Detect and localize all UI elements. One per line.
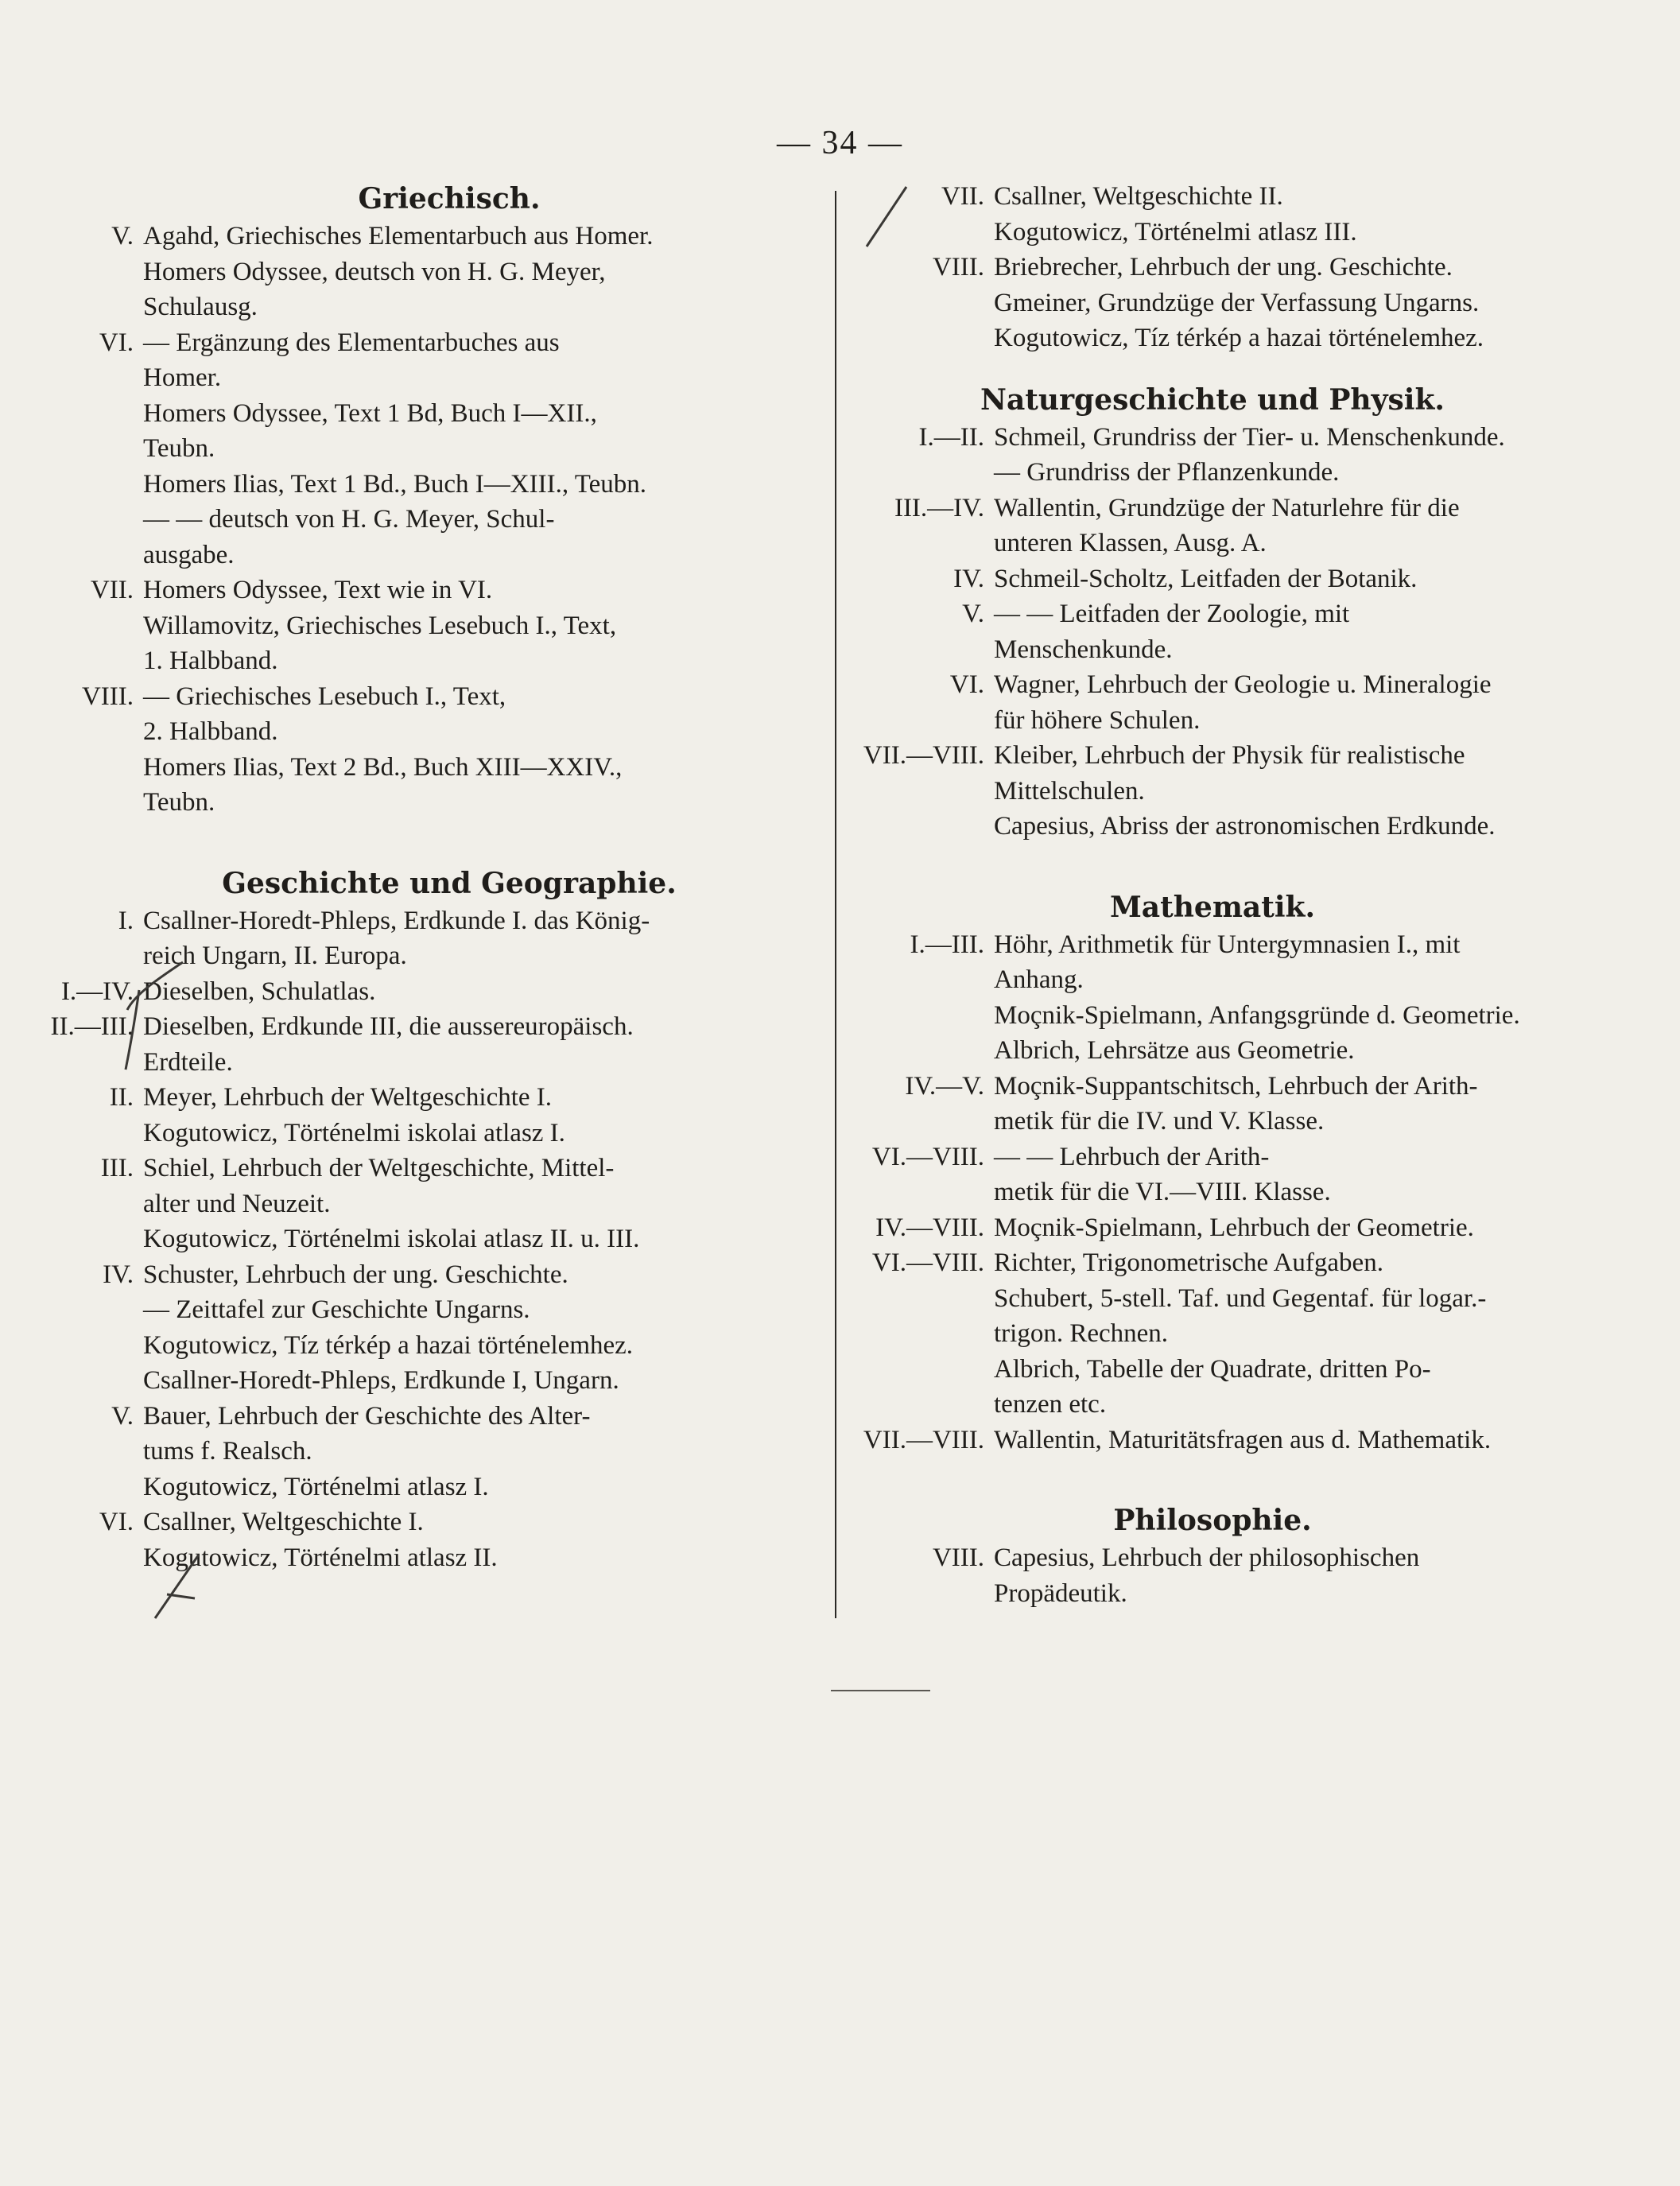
class-label: VII. <box>941 182 984 211</box>
class-entry <box>103 1257 819 1399</box>
class-entry <box>81 679 819 821</box>
item-line: Wagner, Lehrbuch der Geologie u. Mineralogie <box>994 670 1492 699</box>
book-item <box>994 596 1574 667</box>
book-item <box>143 1221 819 1257</box>
item-line: Homer. <box>143 363 222 392</box>
book-item <box>994 667 1574 738</box>
book-item <box>994 285 1574 321</box>
book-item <box>143 974 819 1010</box>
class-label: VII.—VIII. <box>863 1425 984 1454</box>
item-line: alter und Neuzeit. <box>143 1189 331 1218</box>
item-line: Kogutowicz, Tíz térkép a hazai történelemhez. <box>143 1330 634 1360</box>
item-line: Wallentin, Grundzüge der Naturlehre für die <box>994 493 1460 522</box>
item-line: Homers Odyssee, Text 1 Bd, Buch I—XII., <box>143 398 597 428</box>
item-line: — Griechisches Lesebuch I., Text, <box>143 681 506 711</box>
book-item <box>143 903 819 974</box>
item-line: Csallner, Weltgeschichte I. <box>143 1508 424 1536</box>
section-heading: Naturgeschichte und Physik. <box>980 382 1445 417</box>
item-line: Schiel, Lehrbuch der Weltgeschichte, Mittel- <box>143 1154 615 1182</box>
class-label: VI. <box>949 670 984 699</box>
item-line: Kleiber, Lehrbuch der Physik für realistische <box>994 741 1465 770</box>
item-line: Teubn. <box>143 434 215 463</box>
class-label: IV. <box>103 1260 134 1289</box>
class-label: VIII. <box>932 1543 984 1572</box>
book-item <box>994 1423 1574 1458</box>
class-entry <box>111 1399 819 1505</box>
book-item <box>994 561 1574 597</box>
item-line: — — Leitfaden der Zoologie, mit <box>994 600 1350 628</box>
item-line: Kogutowicz, Történelmi iskolai atlasz I. <box>143 1118 565 1147</box>
item-line: — Ergänzung des Elementarbuches aus <box>143 328 560 357</box>
item-line: Homers Odyssee, deutsch von H. G. Meyer, <box>143 257 606 286</box>
item-line: 2. Halbband. <box>143 717 278 746</box>
item-line: — — Lehrbuch der Arith- <box>994 1142 1270 1171</box>
item-line: Agahd, Griechisches Elementarbuch aus Homer. <box>143 222 654 250</box>
book-item <box>143 1151 819 1221</box>
class-label: I.—IV. <box>60 977 134 1006</box>
item-line: Kogutowicz, Történelmi iskolai atlasz II. u. III. <box>143 1225 640 1253</box>
item-line: tums f. Realsch. <box>143 1437 312 1466</box>
class-entry <box>851 1069 1574 1140</box>
item-line: Wallentin, Maturitätsfragen aus d. Mathematik. <box>994 1425 1492 1454</box>
class-entry <box>60 974 819 1010</box>
item-line: ausgabe. <box>143 540 235 569</box>
class-label: II.—III. <box>50 1012 134 1041</box>
item-line: tenzen etc. <box>994 1390 1107 1419</box>
column-divider <box>835 191 836 1618</box>
item-line: Bauer, Lehrbuch der Geschichte des Alter- <box>143 1401 591 1431</box>
class-label: VIII. <box>932 253 984 282</box>
item-line: Schubert, 5-stell. Taf. und Gegentaf. für logar.- <box>994 1283 1487 1313</box>
book-item <box>143 1116 819 1151</box>
book-item <box>143 1328 819 1364</box>
item-line: metik für die VI.—VIII. Klasse. <box>994 1178 1331 1206</box>
class-entry <box>851 1210 1574 1246</box>
item-line: Schuster, Lehrbuch der ung. Geschichte. <box>143 1260 568 1289</box>
item-line: Propädeutik. <box>994 1578 1127 1608</box>
class-entry <box>851 596 1574 667</box>
section-heading: Griechisch. <box>358 182 541 215</box>
item-line: Mittelschulen. <box>994 776 1145 806</box>
item-line: reich Ungarn, II. Europa. <box>143 942 407 970</box>
book-item <box>143 1363 819 1399</box>
class-label: V. <box>111 1401 134 1431</box>
class-label: VI.—VIII. <box>871 1142 984 1171</box>
class-entry <box>99 325 819 573</box>
book-item <box>143 573 819 608</box>
class-label: VI.—VIII. <box>871 1248 984 1277</box>
book-item <box>994 1033 1574 1069</box>
book-item <box>994 1281 1574 1352</box>
section-heading: Philosophie. <box>1113 1504 1312 1537</box>
class-label: V. <box>962 600 984 628</box>
book-item <box>143 1540 819 1576</box>
pencil-tick <box>143 1551 207 1622</box>
class-label: II. <box>109 1083 134 1112</box>
class-label: VI. <box>99 1508 134 1536</box>
section-heading: Mathematik. <box>1109 890 1316 924</box>
book-item <box>143 467 819 503</box>
item-line: für höhere Schulen. <box>994 705 1201 735</box>
book-item <box>143 1505 819 1540</box>
book-item <box>143 1080 819 1116</box>
item-line: Csallner, Weltgeschichte II. <box>994 182 1283 211</box>
class-entry <box>109 1080 819 1151</box>
class-entry <box>111 219 819 325</box>
item-line: metik für die IV. und V. Klasse. <box>994 1107 1325 1136</box>
item-line: Schmeil, Grundriss der Tier- u. Menschenkunde. <box>994 422 1505 452</box>
class-label: VII.—VIII. <box>863 741 984 770</box>
book-item <box>143 1257 819 1293</box>
book-item <box>143 750 819 821</box>
item-line: — — deutsch von H. G. Meyer, Schul- <box>143 505 555 534</box>
class-label: VIII. <box>81 681 134 711</box>
item-line: Albrich, Lehrsätze aus Geometrie. <box>994 1036 1355 1065</box>
class-label: I.—II. <box>918 422 984 452</box>
item-line: Erdteile. <box>143 1047 233 1077</box>
book-item <box>143 502 819 573</box>
class-entry <box>851 738 1574 845</box>
class-label: I. <box>118 906 134 935</box>
item-line: trigon. Rechnen. <box>994 1319 1169 1348</box>
book-item <box>143 608 819 679</box>
item-line: Homers Odyssee, Text wie in VI. <box>143 576 493 604</box>
item-line: Briebrecher, Lehrbuch der ung. Geschichte. <box>994 253 1453 282</box>
item-line: Dieselben, Schulatlas. <box>143 977 376 1006</box>
class-entry <box>851 1140 1574 1210</box>
class-entry <box>851 250 1574 356</box>
book-item <box>994 809 1574 845</box>
book-item <box>143 1292 819 1328</box>
book-item <box>143 325 819 396</box>
book-item <box>143 1470 819 1505</box>
book-item <box>143 1399 819 1470</box>
class-entry <box>851 179 1574 250</box>
item-line: Moçnik-Suppantschitsch, Lehrbuch der Arith- <box>994 1071 1478 1101</box>
item-line: Homers Ilias, Text 1 Bd., Buch I—XIII., Teubn. <box>143 469 646 499</box>
item-line: Anhang. <box>994 965 1084 994</box>
item-line: Höhr, Arithmetik für Untergymnasien I., mit <box>994 930 1461 959</box>
book-item <box>994 250 1574 285</box>
book-item <box>994 215 1574 250</box>
book-item <box>143 679 819 750</box>
book-item <box>994 1352 1574 1423</box>
item-line: Schulausg. <box>143 293 258 321</box>
item-line: Kogutowicz, Történelmi atlasz III. <box>994 217 1357 247</box>
class-entry <box>100 1151 819 1257</box>
book-item <box>994 1540 1574 1611</box>
class-label: IV.—V. <box>905 1071 984 1101</box>
item-line: — Zeittafel zur Geschichte Ungarns. <box>143 1295 530 1324</box>
book-item <box>143 254 819 325</box>
class-entry <box>851 491 1574 561</box>
item-line: Meyer, Lehrbuch der Weltgeschichte I. <box>143 1083 553 1112</box>
item-line: Moçnik-Spielmann, Anfangsgründe d. Geometrie. <box>994 1000 1520 1030</box>
section-heading: Geschichte und Geographie. <box>222 866 677 900</box>
page-number: — 34 — <box>777 125 903 161</box>
item-line: — Grundriss der Pflanzenkunde. <box>994 458 1340 487</box>
item-line: Dieselben, Erdkunde III, die aussereuropäisch. <box>143 1012 634 1041</box>
class-entry <box>851 561 1574 597</box>
book-item <box>994 455 1574 491</box>
class-label: V. <box>111 222 134 250</box>
item-line: Gmeiner, Grundzüge der Verfassung Ungarns. <box>994 288 1480 317</box>
item-line: Kogutowicz, Történelmi atlasz I. <box>143 1472 489 1501</box>
right-column <box>851 179 1574 1611</box>
class-label: IV. <box>953 564 984 593</box>
book-item <box>994 1069 1574 1140</box>
book-item <box>994 738 1574 809</box>
item-line: 1. Halbband. <box>143 646 278 675</box>
item-line: Moçnik-Spielmann, Lehrbuch der Geometrie. <box>994 1213 1474 1242</box>
pencil-mark <box>119 954 191 1074</box>
item-line: Csallner-Horedt-Phleps, Erdkunde I. das König- <box>143 906 650 935</box>
item-line: Kogutowicz, Tíz térkép a hazai történelemhez. <box>994 324 1484 352</box>
footer-rule <box>831 1690 930 1691</box>
class-label: III.—IV. <box>894 493 984 522</box>
book-item <box>994 179 1574 215</box>
book-item <box>994 927 1574 998</box>
left-column <box>50 179 819 1575</box>
book-item <box>994 320 1574 356</box>
class-entry <box>90 573 819 679</box>
item-line: Menschenkunde. <box>994 635 1173 664</box>
item-line: Schmeil-Scholtz, Leitfaden der Botanik. <box>994 564 1418 593</box>
book-item <box>994 420 1574 456</box>
class-entry <box>851 1540 1574 1611</box>
class-entry <box>851 667 1574 738</box>
item-line: Kogutowicz, Történelmi atlasz II. <box>143 1543 498 1572</box>
item-line: unteren Klassen, Ausg. A. <box>994 529 1267 557</box>
book-item <box>994 491 1574 561</box>
item-line: Homers Ilias, Text 2 Bd., Buch XIII—XXIV., <box>143 752 623 782</box>
class-entry <box>851 1245 1574 1423</box>
book-item <box>994 1245 1574 1281</box>
class-label: VI. <box>99 328 134 357</box>
item-line: Csallner-Horedt-Phleps, Erdkunde I, Ungarn. <box>143 1366 619 1395</box>
item-line: Willamovitz, Griechisches Lesebuch I., Text, <box>143 611 617 640</box>
book-item <box>994 998 1574 1034</box>
class-label: III. <box>100 1154 134 1182</box>
item-line: Richter, Trigonometrische Aufgaben. <box>994 1248 1383 1277</box>
item-line: Capesius, Lehrbuch der philosophischen <box>994 1543 1420 1572</box>
class-entry <box>851 927 1574 1069</box>
class-label: VII. <box>90 576 134 604</box>
class-label: I.—III. <box>910 930 984 959</box>
class-entry <box>118 903 819 974</box>
class-entry <box>50 1009 819 1080</box>
book-item <box>143 1009 819 1080</box>
class-entry <box>99 1505 819 1575</box>
item-line: Teubn. <box>143 788 215 817</box>
book-item <box>994 1140 1574 1210</box>
class-entry <box>851 420 1574 491</box>
book-item <box>994 1210 1574 1246</box>
class-label: IV.—VIII. <box>875 1213 984 1242</box>
book-item <box>143 396 819 467</box>
pencil-tick <box>859 183 914 250</box>
item-line: Capesius, Abriss der astronomischen Erdkunde. <box>994 812 1496 841</box>
class-entry <box>851 1423 1574 1458</box>
item-line: Albrich, Tabelle der Quadrate, dritten Po- <box>994 1354 1431 1384</box>
book-item <box>143 219 819 254</box>
